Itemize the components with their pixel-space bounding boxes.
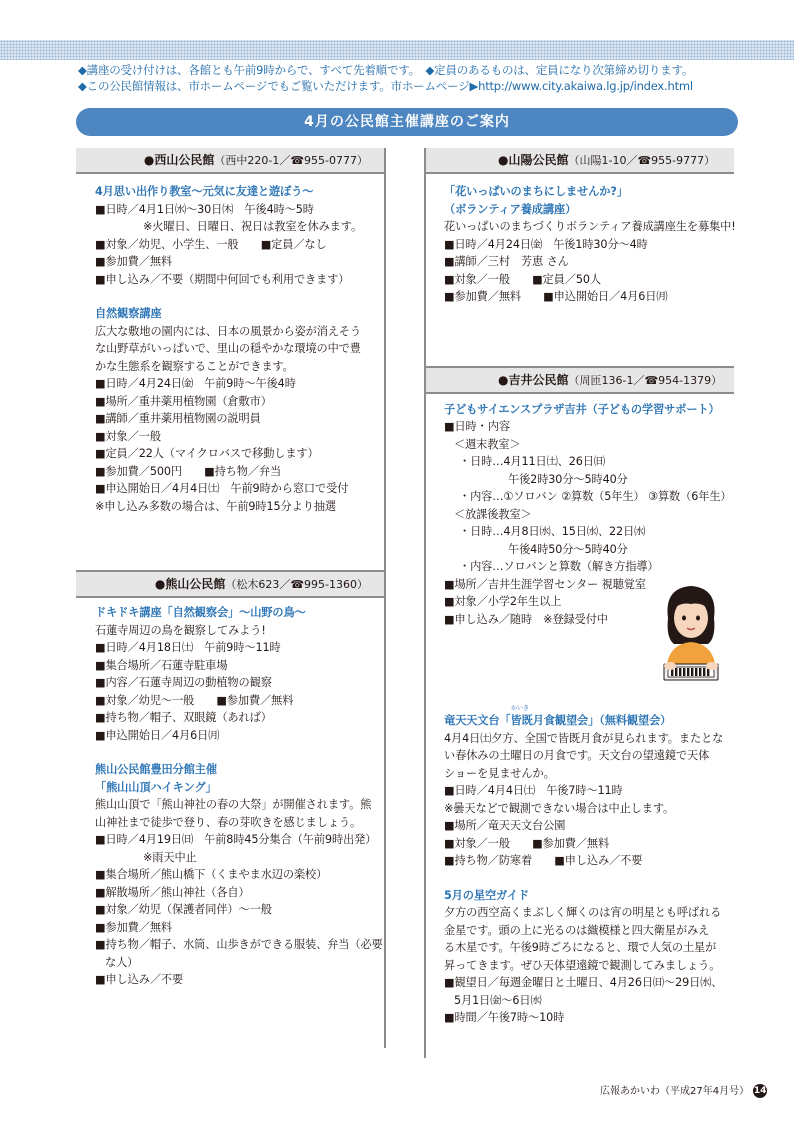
hall-address: （西中220-1／☎955-0777） — [214, 154, 368, 167]
course-description: 石蓮寺周辺の鳥を観察してみよう! — [95, 623, 266, 637]
course-detail: ■日時／4月24日㈮ 午後1時30分～4時 — [444, 237, 648, 251]
sanyo-section — [426, 174, 734, 306]
course-description: 広大な敷地の園内には、日本の風景から姿が消えそう — [95, 324, 362, 338]
hall-header-sanyo — [426, 148, 734, 174]
hall-name: ●吉井公民館 — [498, 372, 569, 387]
course-note: ※雨天中止 — [143, 850, 197, 864]
hall-header-yoshii — [426, 366, 734, 394]
course-detail: ■申し込み／不要 — [95, 973, 184, 986]
course-description: 昇ってきます。ぜひ天体望遠鏡で観測してみましょう。 — [444, 958, 721, 972]
course-detail: ■解散場所／熊山神社（各自） — [95, 885, 250, 899]
course-description: 金星です。頭の上に光るのは織模様と四大衛星がみえ — [444, 923, 710, 937]
top-dotted-band — [0, 40, 794, 60]
course-detail: 午後2時30分～5時40分 — [508, 472, 628, 486]
page-number: 14 — [753, 1086, 767, 1096]
course-detail: ■申込開始日／4月4日㈯ 午前9時から窓口で受付 — [95, 482, 349, 495]
hall-address: （山陽1-10／☎955-9777） — [568, 154, 716, 167]
course-subheading: ＜放課後教室＞ — [454, 507, 532, 521]
course-detail: な人） — [105, 955, 139, 969]
course-title: 「花いっぱいのまちにしませんか?」 — [444, 185, 628, 198]
page-banner-title: 4月の公民館主催講座のご案内 — [76, 108, 738, 136]
course-detail: ■参加費／無料 — [95, 920, 172, 934]
left-column — [76, 148, 386, 1048]
course-title: 熊山公民館豊田分館主催 — [95, 763, 217, 776]
course-detail: ■申し込み／随時 ※登録受付中 — [444, 612, 608, 626]
course-detail: ■定員／22人（マイクロバスで移動します） — [95, 447, 319, 460]
course-detail: ■申込開始日／4月6日㈪ — [95, 728, 220, 742]
hall-address: （周匝136-1／☎954-1379） — [568, 373, 723, 387]
course-detail: ■日時／4月19日㈰ 午前8時45分集合（午前9時出発） — [95, 833, 377, 846]
course-subheading: ＜週末教室＞ — [454, 437, 521, 451]
course-detail: ・日時…4月11日㈯、26日㈰ — [459, 455, 605, 468]
course-description: 山神社まで徒歩で登り、春の芽吹きを感じましょう。 — [95, 815, 362, 829]
hall-name: ●熊山公民館 — [154, 577, 226, 591]
course-detail: ■対象／一般 — [95, 429, 161, 443]
ruby-reading: かいき — [511, 705, 530, 712]
course-detail: ■対象／幼児（保護者同伴）～一般 — [95, 903, 272, 916]
course-detail: ・日時…4月8日㈬、15日㈬、22日㈬ — [459, 525, 646, 538]
course-note: ※火曜日、日曜日、祝日は教室を休みます。 — [143, 220, 363, 233]
course-detail: ■日時／4月18日㈯ 午前9時～11時 — [95, 641, 281, 654]
course-description: な山野草がいっぱいで、里山の穏やかな環境の中で豊 — [95, 342, 361, 355]
course-detail: ■内容／石蓮寺周辺の動植物の観察 — [95, 676, 272, 689]
course-detail: ■対象／幼児、小学生、一般 ■定員／なし — [95, 237, 327, 251]
course-title: 子どもサイエンスプラザ吉井（子どもの学習サポート） — [444, 402, 720, 416]
yoshii-section — [426, 394, 734, 1027]
course-description: ショーを見ませんか。 — [444, 766, 555, 780]
kumayama-section — [76, 598, 384, 989]
course-detail: ■日時・内容 — [444, 420, 510, 433]
course-detail: ■対象／一般 ■参加費／無料 — [444, 836, 610, 850]
publication-name: 広報あかいわ（平成27年4月号） — [600, 1086, 750, 1097]
notice-line-2: ◆この公民館情報は、市ホームページでもご覧いただけます。市ホームページ▶http://www.city.akaiwa.lg.jp/index.html — [78, 79, 693, 93]
course-detail: ■持ち物／防寒着 ■申し込み／不要 — [444, 854, 643, 867]
course-detail: ■対象／幼児～一般 ■参加費／無料 — [95, 693, 294, 707]
hall-header-kumayama — [76, 570, 384, 598]
course-detail: ■集合場所／石蓮寺駐車場 — [95, 658, 228, 672]
course-detail: ■持ち物／帽子、双眼鏡（あれば） — [95, 711, 272, 724]
course-detail: ■講師／重井薬用植物園の説明員 — [95, 412, 261, 425]
course-description: 4月4日㈯夕方、全国で皆既月食が見られます。またとな — [444, 731, 724, 745]
course-detail: ■日時／4月1日㈬～30日㈭ 午後4時～5時 — [95, 202, 314, 216]
course-note: ※申し込み多数の場合は、午前9時15分より抽選 — [95, 499, 336, 513]
course-title: 4月思い出作り教室～元気に友達と遊ぼう～ — [95, 185, 314, 198]
nishiyama-section — [76, 174, 384, 515]
hall-address: （松木623／☎995-1360） — [225, 578, 368, 591]
notice-line-1: ◆講座の受け付けは、各館とも午前9時からで、すべて先着順です。 ◆定員のあるものは、定員になり次第締め切ります。 — [78, 63, 694, 77]
course-detail: ■対象／小学2年生以上 — [444, 595, 562, 608]
course-description: 花いっぱいのまちづくりボランティア養成講座生を募集中! — [444, 220, 736, 233]
course-detail: ・内容…①ソロバン ②算数（5年生） ③算数（6年生） — [459, 490, 732, 503]
course-detail: ■場所／重井薬用植物園（倉敷市） — [95, 394, 272, 408]
course-title: 5月の星空ガイド — [444, 888, 529, 902]
course-note: ※曇天などで観測できない場合は中止します。 — [444, 801, 675, 815]
course-detail: ■観望日／毎週金曜日と土曜日、4月26日㈰～29日㈬、 — [444, 976, 723, 989]
course-title: 自然観察講座 — [95, 307, 162, 320]
course-detail: ■場所／吉井生涯学習センター 視聴覚室 — [444, 577, 646, 591]
course-title: 竜天天文台「皆既月食観望会」（無料観望会） — [444, 714, 672, 727]
course-title: 「熊山山頂ハイキング」 — [95, 780, 217, 794]
course-description: かな生態系を観察することができます。 — [95, 359, 294, 373]
course-title: ドキドキ講座「自然観察会」～山野の鳥～ — [95, 606, 306, 619]
hall-name: ●西山公民館 — [143, 153, 215, 167]
course-detail: ■集合場所／熊山橋下（くまやま水辺の楽校） — [95, 868, 328, 881]
course-detail: ■講師／三村 芳恵 さん — [444, 255, 569, 268]
course-description: 熊山山頂で「熊山神社の春の大祭」が開催されます。熊 — [95, 798, 372, 811]
page-footer — [600, 1082, 767, 1098]
course-detail: ■日時／4月24日㈮ 午前9時～午後4時 — [95, 377, 296, 390]
course-detail: ■参加費／無料 ■申込開始日／4月6日㈪ — [444, 290, 668, 303]
course-detail: 午後4時50分～5時40分 — [508, 542, 628, 556]
course-detail: 5月1日㈮～6日㈬ — [454, 993, 542, 1007]
course-detail: ■持ち物／帽子、水筒、山歩きができる服装、弁当（必要 — [95, 938, 383, 951]
course-description: い春休みの土曜日の月食です。天文台の望遠鏡で天体 — [444, 749, 710, 762]
course-description: 夕方の西空高くまぶしく輝くのは宵の明星とも呼ばれる — [444, 906, 722, 919]
course-detail: ■参加費／500円 ■持ち物／弁当 — [95, 464, 282, 478]
course-detail: ■日時／4月4日㈯ 午後7時～11時 — [444, 784, 623, 797]
girl-with-abacus-illustration — [650, 578, 732, 688]
course-detail: ■参加費／無料 — [95, 255, 172, 268]
course-description: る木星です。午後9時ごろになると、環で人気の土星が — [444, 941, 717, 954]
hall-header-nishiyama — [76, 148, 384, 174]
course-detail: ・内容…ソロバンと算数（解き方指導） — [459, 560, 659, 573]
hall-name: ●山陽公民館 — [498, 153, 569, 167]
course-detail: ■時間／午後7時～10時 — [444, 1011, 565, 1024]
course-detail: ■申し込み／不要（期間中何回でも利用できます） — [95, 272, 350, 286]
course-detail: ■対象／一般 ■定員／50人 — [444, 272, 601, 286]
course-detail: ■場所／竜天天文台公園 — [444, 819, 566, 832]
course-title: （ボランティア養成講座） — [444, 202, 577, 216]
